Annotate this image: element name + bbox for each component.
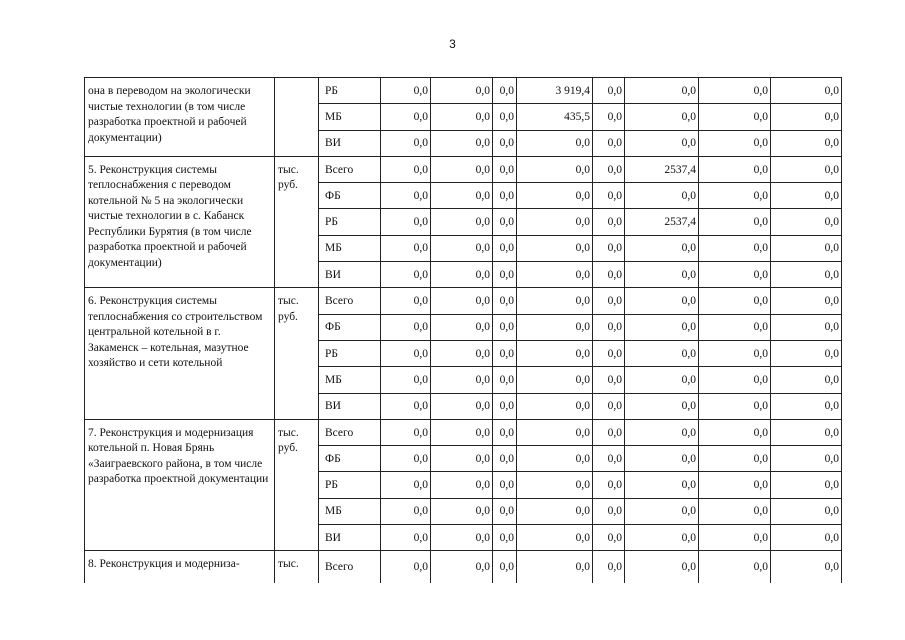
value-cell: 0,0 — [771, 551, 842, 583]
value-cell: 0,0 — [625, 393, 699, 419]
value-cell: 0,0 — [593, 288, 625, 314]
funding-source-cell: ВИ — [319, 130, 381, 156]
value-cell: 0,0 — [699, 209, 771, 235]
value-cell: 0,0 — [517, 446, 593, 472]
value-cell: 0,0 — [517, 472, 593, 498]
value-cell: 0,0 — [771, 446, 842, 472]
value-cell: 0,0 — [431, 130, 493, 156]
value-cell: 0,0 — [517, 130, 593, 156]
value-cell: 0,0 — [493, 472, 517, 498]
value-cell: 0,0 — [593, 78, 625, 104]
value-cell: 0,0 — [431, 183, 493, 209]
value-cell: 0,0 — [625, 525, 699, 551]
value-cell: 0,0 — [699, 472, 771, 498]
funding-source-cell: Всего — [319, 551, 381, 583]
value-cell: 0,0 — [431, 78, 493, 104]
value-cell: 0,0 — [699, 183, 771, 209]
value-cell: 0,0 — [699, 340, 771, 366]
activity-description: 8. Реконструкция и модерниза- — [85, 551, 275, 583]
value-cell: 0,0 — [431, 209, 493, 235]
value-cell: 0,0 — [431, 367, 493, 393]
value-cell: 0,0 — [625, 551, 699, 583]
value-cell: 0,0 — [771, 314, 842, 340]
value-cell: 0,0 — [493, 262, 517, 288]
value-cell: 0,0 — [493, 446, 517, 472]
funding-source-cell: МБ — [319, 235, 381, 261]
table-row — [85, 419, 842, 445]
value-cell: 0,0 — [493, 183, 517, 209]
value-cell: 0,0 — [593, 525, 625, 551]
value-cell: 0,0 — [381, 314, 431, 340]
value-cell: 0,0 — [625, 314, 699, 340]
value-cell: 0,0 — [493, 209, 517, 235]
value-cell: 0,0 — [771, 156, 842, 182]
funding-source-cell: ФБ — [319, 446, 381, 472]
value-cell: 0,0 — [517, 393, 593, 419]
value-cell: 435,5 — [517, 104, 593, 130]
value-cell: 0,0 — [381, 525, 431, 551]
value-cell: 0,0 — [593, 183, 625, 209]
value-cell: 0,0 — [493, 551, 517, 583]
value-cell: 0,0 — [517, 314, 593, 340]
value-cell: 0,0 — [625, 498, 699, 524]
value-cell: 0,0 — [593, 209, 625, 235]
value-cell: 0,0 — [381, 156, 431, 182]
value-cell: 0,0 — [625, 104, 699, 130]
value-cell: 0,0 — [593, 551, 625, 583]
value-cell: 0,0 — [381, 472, 431, 498]
value-cell: 0,0 — [517, 262, 593, 288]
value-cell: 0,0 — [517, 525, 593, 551]
value-cell: 0,0 — [771, 498, 842, 524]
value-cell: 0,0 — [699, 393, 771, 419]
activity-description: 6. Реконструкция системы теплоснабжения со строительством центральной котельной в г. Закаменск – котельная, мазутное хозяйство и сети котельной — [85, 288, 275, 419]
value-cell: 0,0 — [493, 314, 517, 340]
funding-source-cell: РБ — [319, 472, 381, 498]
value-cell: 0,0 — [593, 446, 625, 472]
value-cell: 0,0 — [771, 183, 842, 209]
activity-description: 5. Реконструкция системы теплоснабжения с переводом котельной № 5 на экологически чистые технологии в с. Кабанск Республики Бурятия (в том числе разработка проектной и рабочей документации) — [85, 156, 275, 287]
value-cell: 0,0 — [699, 551, 771, 583]
value-cell: 0,0 — [771, 393, 842, 419]
value-cell: 0,0 — [699, 419, 771, 445]
value-cell: 0,0 — [493, 419, 517, 445]
value-cell: 0,0 — [771, 104, 842, 130]
value-cell: 2537,4 — [625, 156, 699, 182]
value-cell: 0,0 — [517, 156, 593, 182]
value-cell: 0,0 — [381, 209, 431, 235]
activity-description: 7. Реконструкция и модернизация котельной п. Новая Брянь «Заиграевского района, в том числе разработка проектной документации — [85, 419, 275, 550]
value-cell: 0,0 — [625, 262, 699, 288]
value-cell: 0,0 — [517, 235, 593, 261]
value-cell: 0,0 — [431, 235, 493, 261]
value-cell: 0,0 — [431, 262, 493, 288]
value-cell: 0,0 — [431, 156, 493, 182]
table-row — [85, 288, 842, 314]
value-cell: 0,0 — [431, 446, 493, 472]
value-cell: 0,0 — [699, 314, 771, 340]
value-cell: 0,0 — [493, 340, 517, 366]
value-cell: 0,0 — [593, 314, 625, 340]
value-cell: 0,0 — [699, 525, 771, 551]
value-cell: 0,0 — [517, 209, 593, 235]
funding-source-cell: Всего — [319, 156, 381, 182]
value-cell: 0,0 — [493, 156, 517, 182]
value-cell: 0,0 — [699, 104, 771, 130]
value-cell: 0,0 — [771, 130, 842, 156]
value-cell: 0,0 — [625, 130, 699, 156]
funding-source-cell: РБ — [319, 340, 381, 366]
value-cell: 0,0 — [699, 446, 771, 472]
value-cell: 0,0 — [517, 288, 593, 314]
value-cell: 0,0 — [517, 498, 593, 524]
value-cell: 0,0 — [593, 393, 625, 419]
unit-cell: тыс. руб. — [275, 156, 319, 287]
value-cell: 0,0 — [625, 472, 699, 498]
value-cell: 0,0 — [517, 419, 593, 445]
value-cell: 0,0 — [699, 78, 771, 104]
value-cell: 3 919,4 — [517, 78, 593, 104]
value-cell: 0,0 — [771, 78, 842, 104]
value-cell: 0,0 — [381, 183, 431, 209]
activity-description: она в переводом на экологически чистые технологии (в том числе разработка проектной и рабочей документации) — [85, 78, 275, 157]
value-cell: 0,0 — [381, 235, 431, 261]
value-cell: 0,0 — [431, 314, 493, 340]
funding-source-cell: ВИ — [319, 393, 381, 419]
funding-source-cell: МБ — [319, 367, 381, 393]
value-cell: 0,0 — [431, 288, 493, 314]
unit-cell: тыс. руб. — [275, 288, 319, 419]
funding-source-cell: РБ — [319, 78, 381, 104]
value-cell: 0,0 — [593, 104, 625, 130]
value-cell: 0,0 — [381, 393, 431, 419]
value-cell: 0,0 — [771, 262, 842, 288]
value-cell: 0,0 — [699, 130, 771, 156]
value-cell: 0,0 — [771, 472, 842, 498]
funding-source-cell: ВИ — [319, 525, 381, 551]
value-cell: 0,0 — [381, 446, 431, 472]
value-cell: 0,0 — [625, 367, 699, 393]
value-cell: 0,0 — [381, 78, 431, 104]
value-cell: 0,0 — [593, 472, 625, 498]
value-cell: 0,0 — [431, 498, 493, 524]
table-row — [85, 156, 842, 182]
value-cell: 0,0 — [699, 288, 771, 314]
value-cell: 0,0 — [699, 262, 771, 288]
value-cell: 0,0 — [593, 340, 625, 366]
value-cell: 0,0 — [593, 498, 625, 524]
budget-table — [84, 77, 842, 583]
value-cell: 0,0 — [771, 209, 842, 235]
value-cell: 0,0 — [381, 498, 431, 524]
value-cell: 0,0 — [431, 104, 493, 130]
value-cell: 0,0 — [699, 498, 771, 524]
funding-source-cell: ВИ — [319, 262, 381, 288]
value-cell: 0,0 — [431, 551, 493, 583]
value-cell: 0,0 — [771, 367, 842, 393]
value-cell: 0,0 — [593, 235, 625, 261]
value-cell: 0,0 — [699, 156, 771, 182]
value-cell: 0,0 — [381, 367, 431, 393]
value-cell: 0,0 — [493, 288, 517, 314]
value-cell: 0,0 — [771, 419, 842, 445]
value-cell: 0,0 — [493, 104, 517, 130]
funding-source-cell: МБ — [319, 498, 381, 524]
funding-source-cell: МБ — [319, 104, 381, 130]
value-cell: 0,0 — [493, 393, 517, 419]
value-cell: 0,0 — [593, 262, 625, 288]
funding-source-cell: ФБ — [319, 314, 381, 340]
value-cell: 0,0 — [493, 235, 517, 261]
value-cell: 0,0 — [593, 419, 625, 445]
value-cell: 0,0 — [625, 288, 699, 314]
value-cell: 0,0 — [771, 288, 842, 314]
value-cell: 0,0 — [771, 340, 842, 366]
value-cell: 0,0 — [381, 288, 431, 314]
value-cell: 0,0 — [381, 262, 431, 288]
value-cell: 0,0 — [493, 78, 517, 104]
table-row — [85, 78, 842, 104]
value-cell: 0,0 — [431, 525, 493, 551]
value-cell: 0,0 — [431, 393, 493, 419]
value-cell: 0,0 — [771, 525, 842, 551]
value-cell: 0,0 — [493, 498, 517, 524]
value-cell: 0,0 — [381, 551, 431, 583]
unit-cell — [275, 78, 319, 157]
value-cell: 0,0 — [381, 104, 431, 130]
value-cell: 0,0 — [493, 525, 517, 551]
funding-source-cell: РБ — [319, 209, 381, 235]
value-cell: 0,0 — [431, 472, 493, 498]
unit-cell: тыс. — [275, 551, 319, 583]
value-cell: 0,0 — [625, 340, 699, 366]
value-cell: 0,0 — [381, 419, 431, 445]
value-cell: 0,0 — [431, 419, 493, 445]
value-cell: 0,0 — [517, 367, 593, 393]
value-cell: 0,0 — [625, 446, 699, 472]
page-number: 3 — [449, 37, 456, 51]
unit-cell: тыс. руб. — [275, 419, 319, 550]
value-cell: 0,0 — [699, 235, 771, 261]
value-cell: 2537,4 — [625, 209, 699, 235]
value-cell: 0,0 — [517, 551, 593, 583]
funding-source-cell: Всего — [319, 288, 381, 314]
value-cell: 0,0 — [493, 130, 517, 156]
value-cell: 0,0 — [625, 78, 699, 104]
value-cell: 0,0 — [381, 340, 431, 366]
value-cell: 0,0 — [593, 156, 625, 182]
funding-source-cell: ФБ — [319, 183, 381, 209]
value-cell: 0,0 — [517, 183, 593, 209]
value-cell: 0,0 — [593, 130, 625, 156]
value-cell: 0,0 — [771, 235, 842, 261]
value-cell: 0,0 — [431, 340, 493, 366]
funding-source-cell: Всего — [319, 419, 381, 445]
value-cell: 0,0 — [517, 340, 593, 366]
value-cell: 0,0 — [593, 367, 625, 393]
value-cell: 0,0 — [493, 367, 517, 393]
value-cell: 0,0 — [381, 130, 431, 156]
table-row — [85, 551, 842, 583]
value-cell: 0,0 — [625, 183, 699, 209]
value-cell: 0,0 — [625, 235, 699, 261]
value-cell: 0,0 — [699, 367, 771, 393]
value-cell: 0,0 — [625, 419, 699, 445]
